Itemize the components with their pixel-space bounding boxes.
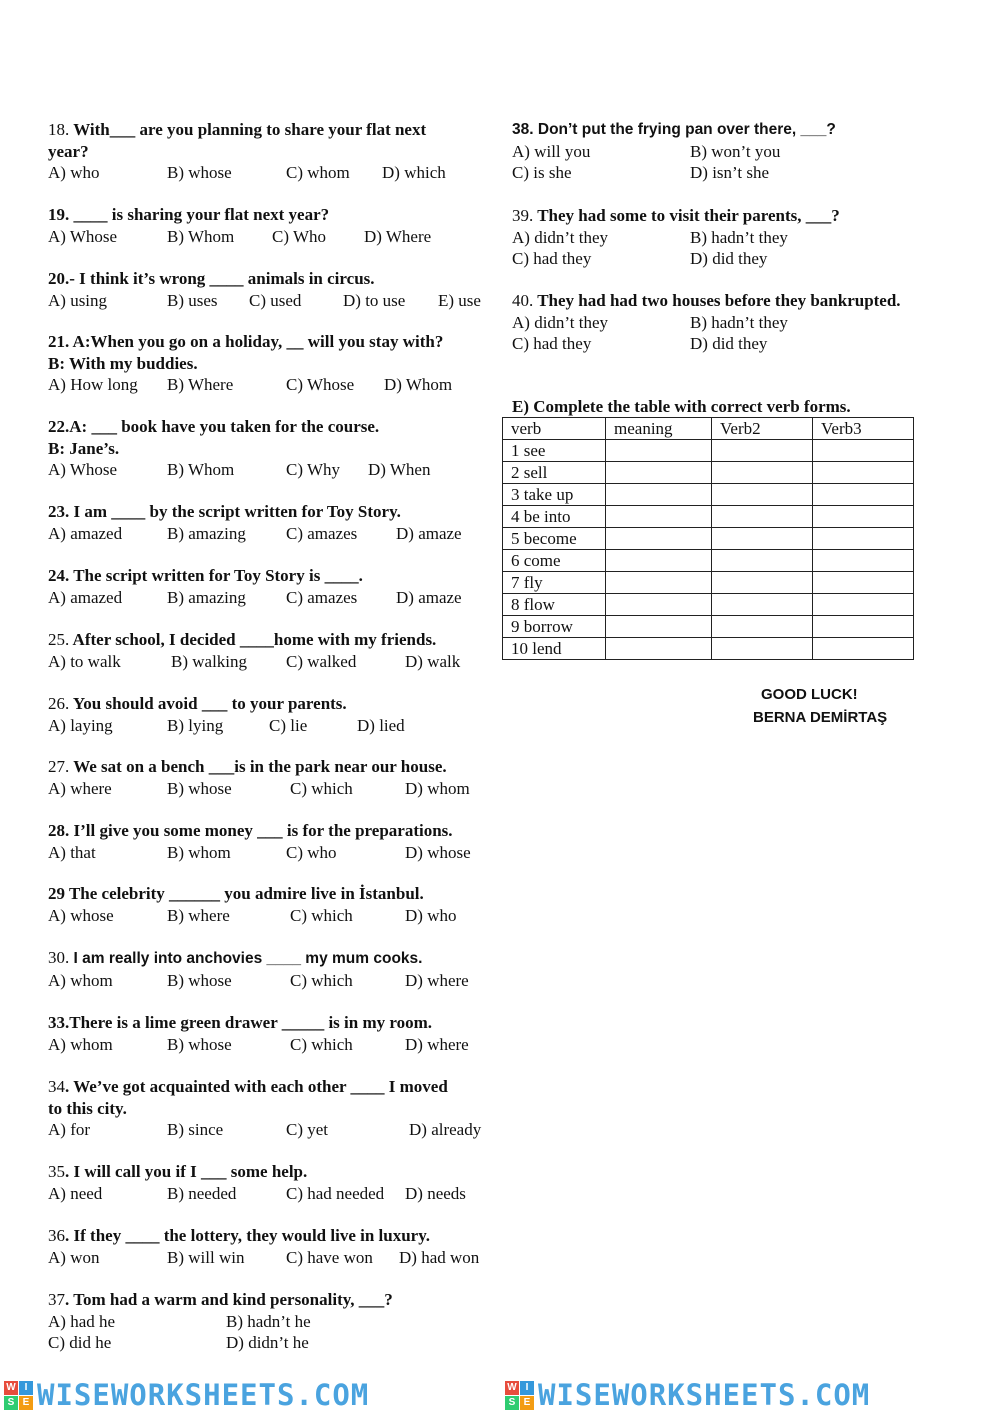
- option-a[interactable]: A) for: [48, 1120, 91, 1139]
- question-21: [48, 331, 508, 396]
- option-c[interactable]: C) had needed: [286, 1183, 385, 1203]
- question-stem: I am really into anchovies ____ my mum cooks.: [69, 950, 423, 967]
- verb3-cell[interactable]: [813, 440, 914, 462]
- question-stem-cont: B: Jane’s.: [48, 438, 120, 458]
- verb2-cell[interactable]: [712, 506, 813, 528]
- option-c[interactable]: C) amazes: [286, 523, 358, 543]
- table-row: [503, 440, 914, 462]
- question-number: 20.-: [48, 269, 75, 288]
- options-row: [48, 651, 508, 673]
- option-d[interactable]: D) Where: [364, 226, 432, 246]
- option-c[interactable]: C) amazes: [286, 587, 358, 607]
- watermark-banner-right: [505, 1378, 870, 1412]
- table-row: [503, 462, 914, 484]
- options-row: [48, 1034, 508, 1056]
- option-b[interactable]: B) where: [167, 905, 230, 925]
- question-number: 28.: [48, 821, 70, 840]
- option-d[interactable]: D) did they: [690, 249, 768, 268]
- question-stem: There is a lime green drawer _____ is in my room.: [69, 1013, 433, 1032]
- verb2-cell[interactable]: [712, 572, 813, 594]
- question-number: 29: [48, 884, 65, 903]
- question-stem: A: ___ book have you taken for the course.: [69, 417, 380, 436]
- option-b[interactable]: B) hadn’t they: [690, 312, 788, 332]
- meaning-cell[interactable]: [606, 616, 712, 638]
- option-c[interactable]: C) which: [290, 778, 353, 798]
- option-a[interactable]: A) didn’t they: [512, 312, 609, 332]
- option-a[interactable]: A) amazed: [48, 523, 123, 543]
- options-row: [48, 290, 508, 312]
- verb2-cell[interactable]: [712, 462, 813, 484]
- watermark-logo-icon: W I S E: [505, 1381, 534, 1410]
- option-d[interactable]: D) had won: [399, 1247, 480, 1267]
- option-a[interactable]: A) laying: [48, 715, 113, 735]
- option-a[interactable]: A) whom: [48, 1034, 113, 1054]
- option-b[interactable]: B) walking: [171, 651, 248, 671]
- option-b[interactable]: B) Whom: [167, 226, 235, 246]
- options-row: [512, 227, 972, 249]
- option-d[interactable]: D) where: [405, 1034, 469, 1054]
- table-row: [503, 484, 914, 506]
- options-row: [48, 778, 508, 800]
- option-d[interactable]: D) walk: [405, 651, 461, 671]
- question-number: 30.: [48, 948, 70, 967]
- option-b[interactable]: B) amazing: [167, 523, 246, 543]
- question-40: [512, 290, 952, 355]
- option-d[interactable]: D) needs: [405, 1183, 466, 1203]
- option-c[interactable]: C) yet: [286, 1120, 329, 1139]
- option-a[interactable]: A) to walk: [48, 651, 121, 671]
- option-c[interactable]: C) who: [286, 842, 337, 862]
- options-row: [48, 459, 508, 481]
- options-row: [48, 1332, 508, 1354]
- option-b[interactable]: B) amazing: [167, 587, 246, 607]
- option-d[interactable]: D) who: [405, 905, 457, 925]
- options-row: [512, 162, 972, 184]
- option-c[interactable]: C) which: [290, 905, 353, 925]
- table-row: [503, 616, 914, 638]
- meaning-cell[interactable]: [606, 528, 712, 550]
- option-a[interactable]: A) will you: [512, 141, 591, 161]
- options-row: [48, 1119, 508, 1141]
- option-a[interactable]: A) had he: [48, 1311, 116, 1331]
- question-stem-cont: B: With my buddies.: [48, 353, 198, 373]
- options-row: [512, 141, 972, 163]
- option-c[interactable]: C) lie: [269, 715, 308, 735]
- verb2-cell[interactable]: [712, 594, 813, 616]
- verb-cell: 9 borrow: [503, 616, 606, 638]
- options-row: [48, 905, 508, 927]
- verb2-cell[interactable]: [712, 528, 813, 550]
- option-a[interactable]: A) where: [48, 778, 112, 798]
- question-stem: A:When you go on a holiday, __ will you stay with?: [69, 332, 444, 351]
- question-number: 26.: [48, 694, 70, 713]
- watermark-text: WISEWORKSHEETS.COM: [538, 1378, 871, 1412]
- table-row: [503, 572, 914, 594]
- option-d[interactable]: D) amaze: [396, 587, 462, 607]
- verb2-cell[interactable]: [712, 550, 813, 572]
- meaning-cell[interactable]: [606, 506, 712, 528]
- table-row: [503, 638, 914, 660]
- question-number: 38.: [512, 121, 534, 138]
- question-37: [48, 1289, 508, 1354]
- header-verb3: Verb3: [813, 418, 914, 440]
- question-34: [48, 1076, 508, 1141]
- watermark-logo-icon: W I S E: [4, 1381, 33, 1410]
- option-a[interactable]: A) Whose: [48, 226, 118, 246]
- question-19: [48, 204, 508, 247]
- verb3-cell[interactable]: [813, 638, 914, 660]
- question-36: [48, 1225, 508, 1268]
- option-a[interactable]: A) that: [48, 842, 96, 862]
- meaning-cell[interactable]: [606, 484, 712, 506]
- option-b[interactable]: B) Whom: [167, 460, 235, 479]
- option-b[interactable]: B) won’t you: [690, 141, 781, 161]
- options-row: [48, 1311, 508, 1333]
- question-number: 27.: [48, 757, 70, 776]
- verb-cell: 2 sell: [503, 462, 606, 484]
- question-30: [48, 947, 508, 991]
- question-number: 24.: [48, 566, 70, 585]
- option-d[interactable]: D) When: [368, 460, 431, 479]
- option-b[interactable]: B) hadn’t they: [690, 227, 788, 247]
- option-c[interactable]: C) used: [249, 290, 302, 310]
- question-stem: The script written for Toy Story is ____.: [69, 566, 363, 585]
- option-b[interactable]: B) Where: [167, 375, 234, 394]
- table-row: [503, 594, 914, 616]
- option-c[interactable]: C) did he: [48, 1333, 112, 1352]
- table-row: [503, 550, 914, 572]
- option-c[interactable]: C) had they: [512, 334, 592, 353]
- meaning-cell[interactable]: [606, 440, 712, 462]
- option-a[interactable]: A) who: [48, 163, 100, 182]
- question-27: [48, 756, 508, 799]
- option-c[interactable]: C) Who: [272, 226, 326, 246]
- option-b[interactable]: B) whose: [167, 1034, 232, 1054]
- option-c[interactable]: C) walked: [286, 651, 357, 671]
- question-stem: They had some to visit their parents, ___?: [533, 206, 840, 225]
- table-instruction: E) Complete the table with correct verb forms.: [512, 397, 851, 416]
- option-b[interactable]: B) whom: [167, 842, 231, 862]
- option-d[interactable]: D) Whom: [384, 375, 453, 394]
- option-a[interactable]: A) Whose: [48, 460, 118, 479]
- author-name: BERNA DEMİRTAŞ: [753, 709, 888, 726]
- question-stem: I think it’s wrong ____ animals in circus.: [74, 269, 375, 288]
- verb-cell: 5 become: [503, 528, 606, 550]
- question-number: 19.: [48, 205, 70, 224]
- option-c[interactable]: C) had they: [512, 249, 592, 268]
- meaning-cell[interactable]: [606, 462, 712, 484]
- question-number: 23.: [48, 502, 70, 521]
- verb-cell: 3 take up: [503, 484, 606, 506]
- question-number: 36: [48, 1226, 65, 1245]
- verb3-cell[interactable]: [813, 550, 914, 572]
- question-stem: They had had two houses before they bankrupted.: [533, 291, 901, 310]
- question-stem: After school, I decided ____home with my friends.: [69, 630, 437, 649]
- option-b[interactable]: B) hadn’t he: [226, 1311, 311, 1331]
- verb3-cell[interactable]: [813, 572, 914, 594]
- options-row: [48, 523, 508, 545]
- option-b[interactable]: B) whose: [167, 778, 232, 798]
- verb2-cell[interactable]: [712, 440, 813, 462]
- meaning-cell[interactable]: [606, 638, 712, 660]
- verb-cell: 6 come: [503, 550, 606, 572]
- verb2-cell[interactable]: [712, 484, 813, 506]
- option-d[interactable]: D) lied: [357, 715, 405, 735]
- question-20: [48, 268, 508, 311]
- question-stem: The celebrity ______ you admire live in İstanbul.: [65, 884, 424, 903]
- option-d[interactable]: D) didn’t he: [226, 1333, 309, 1352]
- question-number: 34: [48, 1077, 65, 1096]
- question-39: [512, 205, 972, 270]
- verb2-cell[interactable]: [712, 616, 813, 638]
- question-29: [48, 883, 508, 926]
- option-c[interactable]: C) have won: [286, 1247, 373, 1267]
- option-b[interactable]: B) uses: [167, 290, 218, 310]
- options-row: [48, 587, 508, 609]
- verb-forms-table: [502, 417, 914, 660]
- question-stem: I’ll give you some money ___ is for the preparations.: [69, 821, 453, 840]
- table-header-row: [503, 418, 914, 440]
- question-28: [48, 820, 508, 863]
- option-c[interactable]: C) which: [290, 1034, 353, 1054]
- option-d[interactable]: D) which: [382, 163, 446, 182]
- option-a[interactable]: A) didn’t they: [512, 227, 609, 247]
- verb3-cell[interactable]: [813, 616, 914, 638]
- header-verb: verb: [503, 418, 606, 440]
- verb-cell: 8 flow: [503, 594, 606, 616]
- question-stem: . I will call you if I ___ some help.: [65, 1162, 308, 1181]
- options-row: [512, 312, 952, 334]
- meaning-cell[interactable]: [606, 550, 712, 572]
- verb2-cell[interactable]: [712, 638, 813, 660]
- option-a[interactable]: A) won: [48, 1247, 100, 1267]
- option-a[interactable]: A) need: [48, 1183, 103, 1203]
- option-d[interactable]: D) whose: [405, 842, 471, 862]
- option-c[interactable]: C) Why: [286, 460, 340, 479]
- options-row: [48, 715, 508, 737]
- option-b[interactable]: B) whose: [167, 970, 232, 990]
- verb-cell: 7 fly: [503, 572, 606, 594]
- question-24: [48, 565, 508, 608]
- option-c[interactable]: C) which: [290, 970, 353, 990]
- verb-cell: 4 be into: [503, 506, 606, 528]
- verb-cell: 1 see: [503, 440, 606, 462]
- question-23: [48, 501, 508, 544]
- question-33: [48, 1012, 508, 1055]
- options-row: [48, 374, 508, 396]
- good-luck-text: GOOD LUCK!: [761, 686, 858, 703]
- options-row: [512, 333, 952, 355]
- verb3-cell[interactable]: [813, 506, 914, 528]
- question-stem: Don’t put the frying pan over there, ___?: [533, 121, 836, 138]
- verb3-cell[interactable]: [813, 528, 914, 550]
- table-row: [503, 506, 914, 528]
- option-a[interactable]: A) How long: [48, 375, 138, 394]
- question-38: [512, 119, 972, 184]
- watermark-banner-left: [4, 1378, 369, 1412]
- options-row: [512, 248, 972, 270]
- question-stem: I am ____ by the script written for Toy Story.: [69, 502, 401, 521]
- question-number: 18.: [48, 120, 70, 139]
- options-row: [48, 970, 508, 992]
- option-c[interactable]: C) whom: [286, 163, 350, 182]
- option-b[interactable]: B) needed: [167, 1183, 237, 1203]
- question-18: [48, 119, 508, 184]
- question-number: 39.: [512, 206, 534, 225]
- question-number: 37: [48, 1290, 65, 1309]
- option-d[interactable]: D) did they: [690, 334, 768, 353]
- option-d[interactable]: D) isn’t she: [690, 163, 770, 182]
- option-b[interactable]: B) whose: [167, 163, 232, 182]
- options-row: [48, 162, 508, 184]
- verb3-cell[interactable]: [813, 594, 914, 616]
- meaning-cell[interactable]: [606, 572, 712, 594]
- question-stem: With___ are you planning to share your flat next: [69, 120, 427, 139]
- question-stem: ____ is sharing your flat next year?: [69, 205, 330, 224]
- meaning-cell[interactable]: [606, 594, 712, 616]
- verb-cell: 10 lend: [503, 638, 606, 660]
- question-number: 33.: [48, 1013, 70, 1032]
- option-d[interactable]: D) amaze: [396, 523, 462, 543]
- question-stem-cont: to this city.: [48, 1098, 127, 1118]
- options-row: [48, 842, 508, 864]
- option-d[interactable]: D) to use: [343, 290, 406, 310]
- options-row: [48, 1247, 508, 1269]
- watermark-text: WISEWORKSHEETS.COM: [37, 1378, 370, 1412]
- option-d[interactable]: D) where: [405, 970, 469, 990]
- option-e[interactable]: E) use: [438, 290, 481, 310]
- question-number: 35: [48, 1162, 65, 1181]
- question-stem: You should avoid ___ to your parents.: [69, 694, 347, 713]
- table-row: [503, 528, 914, 550]
- option-a[interactable]: A) whose: [48, 905, 114, 925]
- header-verb2: Verb2: [712, 418, 813, 440]
- options-row: [48, 1183, 508, 1205]
- question-number: 22.: [48, 417, 70, 436]
- question-stem: . We’ve got acquainted with each other ____ I moved: [65, 1077, 448, 1096]
- option-a[interactable]: A) using: [48, 290, 108, 310]
- header-meaning: meaning: [606, 418, 712, 440]
- option-a[interactable]: A) whom: [48, 970, 113, 990]
- question-number: 25.: [48, 630, 70, 649]
- question-stem-cont: year?: [48, 141, 89, 161]
- options-row: [48, 226, 508, 248]
- question-stem: . If they ____ the lottery, they would live in luxury.: [65, 1226, 431, 1245]
- verb3-cell[interactable]: [813, 462, 914, 484]
- option-b[interactable]: B) lying: [167, 715, 224, 735]
- option-b[interactable]: B) since: [167, 1120, 224, 1139]
- question-number: 21.: [48, 332, 70, 351]
- question-22: [48, 416, 508, 481]
- question-35: [48, 1161, 508, 1204]
- verb3-cell[interactable]: [813, 484, 914, 506]
- question-26: [48, 693, 508, 736]
- option-d[interactable]: D) already: [409, 1120, 482, 1139]
- question-stem: . Tom had a warm and kind personality, ___?: [65, 1290, 393, 1309]
- question-number: 40.: [512, 291, 534, 310]
- option-c[interactable]: C) Whose: [286, 375, 355, 394]
- option-b[interactable]: B) will win: [167, 1247, 245, 1267]
- question-25: [48, 629, 508, 672]
- question-stem: We sat on a bench ___is in the park near our house.: [69, 757, 447, 776]
- option-d[interactable]: D) whom: [405, 778, 470, 798]
- option-c[interactable]: C) is she: [512, 163, 572, 182]
- option-a[interactable]: A) amazed: [48, 587, 123, 607]
